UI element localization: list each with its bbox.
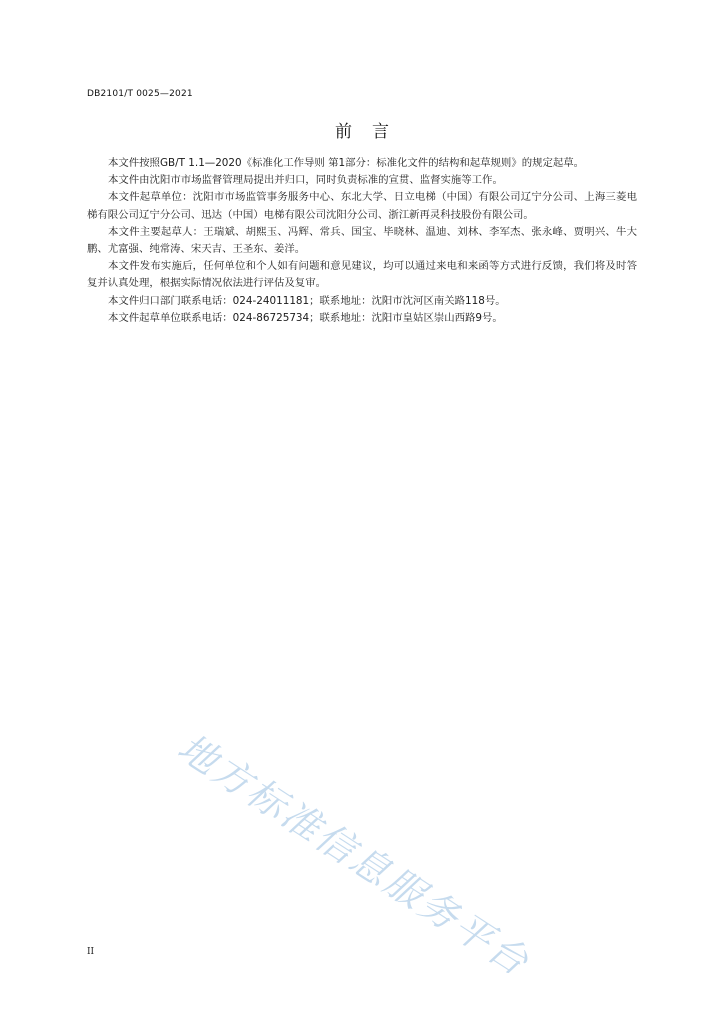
paragraph-feedback: 本文件发布实施后，任何单位和个人如有问题和意见建议，均可以通过来电和来函等方式进行反馈，我们将及时答复并认真处理，根据实际情况依法进行评估及复审。: [87, 260, 637, 290]
paragraph-admin-contact: 本文件归口部门联系电话：024-24011181；联系地址：沈阳市沈河区南关路118号。: [108, 294, 506, 307]
paragraph-drafting-units: 本文件起草单位：沈阳市市场监管事务服务中心、东北大学、日立电梯（中国）有限公司辽宁分公司、上海三菱电梯有限公司辽宁分公司、迅达（中国）电梯有限公司沈阳分公司、浙江新再灵科技股份有限公司。: [87, 191, 637, 221]
watermark: 地方标准信息服务平台: [170, 724, 538, 986]
paragraph-standard-basis: 本文件按照GB/T 1.1—2020《标准化工作导则 第1部分：标准化文件的结构和起草规则》的规定起草。: [108, 157, 585, 169]
paragraph-proposer: 本文件由沈阳市市场监督管理局提出并归口，同时负责标准的宣贯、监督实施等工作。: [108, 174, 503, 187]
paragraph-drafters: 本文件主要起草人：王瑞斌、胡熙玉、冯辉、常兵、国宝、毕晓林、温迪、刘林、李军杰、张永峰、贾明兴、牛大鹏、尤富强、纯常涛、宋天吉、王圣东、姜洋。: [87, 225, 637, 256]
foreword-body: [87, 155, 637, 327]
page-title: 前言: [335, 122, 409, 142]
document-code: DB2101/T 0025—2021: [87, 89, 193, 99]
paragraph-drafter-contact: 本文件起草单位联系电话：024-86725734；联系地址：沈阳市皇姑区崇山西路9号。: [108, 311, 503, 324]
page-number: II: [87, 947, 95, 957]
